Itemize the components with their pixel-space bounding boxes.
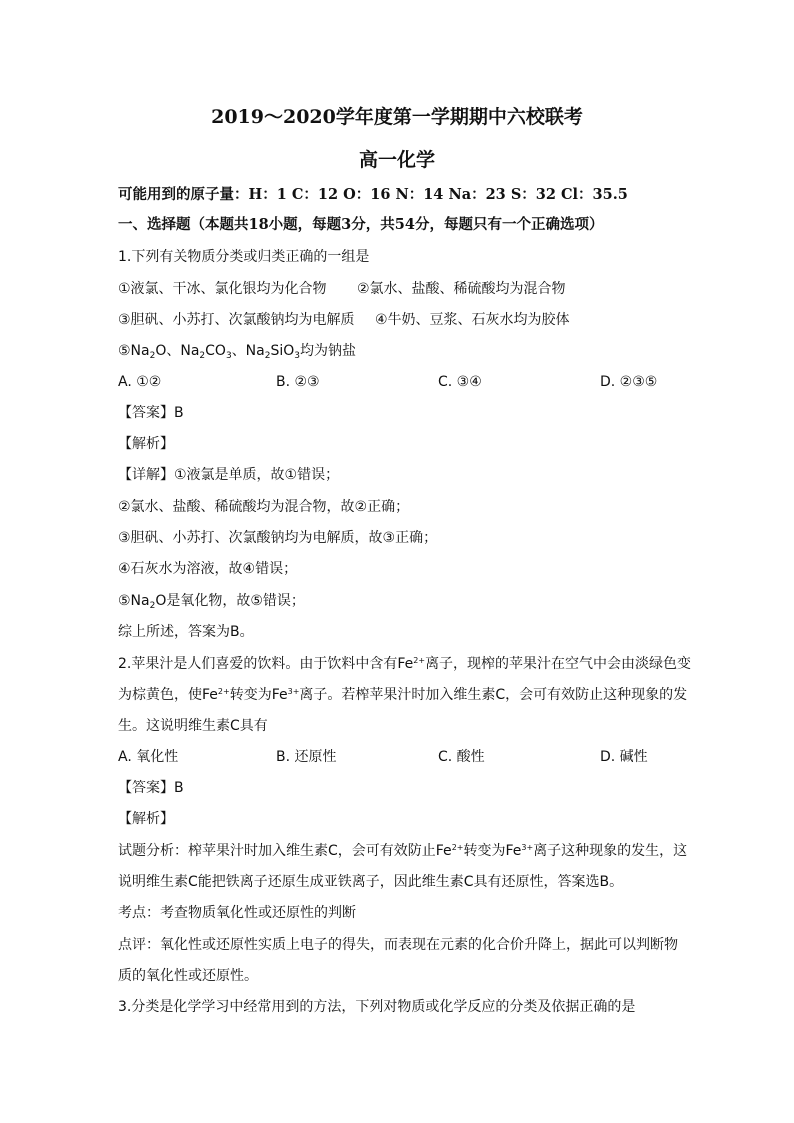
q1-stem: 1.下列有关物质分类或归类正确的一组是 [118,249,370,265]
q1-item4: ④牛奶、豆浆、石灰水均为胶体 [375,312,570,328]
q1-summary: 综上所述，答案为B。 [118,624,254,640]
q2-stem-line-2: 为棕黄色，使$Fe^{2+}$转变为$Fe^{3+}$离子。若榨苹果汁时加入维生素C，会可有效防止这种现象的发 [118,687,688,703]
q1-detail-2: ②氯水、盐酸、稀硫酸均为混合物，故②正确； [118,499,410,515]
q2-comment-line-1: 点评：氧化性或还原性实质上电子的得失，而表现在元素的化合价升降上，据此可以判断物 [118,937,678,953]
q1-option-a: A. ①② [118,374,162,390]
q1-item5: $⑤Na_2O$、$Na_2CO_3$、$Na_2SiO_3$均为钠盐 [118,343,357,361]
q2-stem-line-1: 2.苹果汁是人们喜爱的饮料。由于饮料中含有$Fe^{2+}$离子，现榨的苹果汁在空气中会由淡绿色变 [118,656,692,672]
q1-option-c: C. ③④ [438,374,482,390]
q2-comment-line-2: 质的氧化性或还原性。 [118,968,258,984]
q2-option-a: A. 氧化性 [118,749,179,765]
q2-option-b: B. 还原性 [276,749,337,765]
q1-option-d: D. ②③⑤ [600,374,658,390]
q2-answer: 【答案】B [118,780,184,796]
q2-stem-line-3: 生。这说明维生素C具有 [118,718,268,734]
q2-analysis-line-2: 说明维生素C能把铁离子还原生成亚铁离子，因此维生素C具有还原性，答案选B。 [118,874,624,890]
q2-analysis-label: 【解析】 [118,811,174,827]
q2-option-d: D. 碱性 [600,749,648,765]
q1-analysis-label: 【解析】 [118,436,174,452]
q1-detail-4: ④石灰水为溶液，故④错误； [118,561,298,577]
q1-detail-1: 【详解】①液氯是单质，故①错误； [118,467,340,483]
q2-analysis-line-1: 试题分析：榨苹果汁时加入维生素C，会可有效防止$Fe^{2+}$转变为$Fe^{3+}$离子这种现象的发生，这 [118,843,688,859]
q1-detail-5: $⑤Na_2O$是氧化物，故⑤错误； [118,593,305,611]
q2-knowledge-point: 考点：考查物质氧化性或还原性的判断 [118,905,356,921]
q1-option-b: B. ②③ [276,374,320,390]
q1-item1: ①液氯、干冰、氯化银均为化合物 [118,281,327,297]
q2-option-c: C. 酸性 [438,749,485,765]
q1-item2: ②氯水、盐酸、稀硫酸均为混合物 [357,281,566,297]
q3-stem: 3.分类是化学学习中经常用到的方法，下列对物质或化学反应的分类及依据正确的是 [118,999,636,1015]
page-title: 2019～2020学年度第一学期期中六校联考 [211,106,583,128]
q1-detail-3: ③胆矾、小苏打、次氯酸钠均为电解质，故③正确； [118,530,438,546]
q1-item3: ③胆矾、小苏打、次氯酸钠均为电解质 [118,312,355,328]
q1-answer: 【答案】B [118,405,184,421]
atomic-masses: 可能用到的原子量：H：1 C：12 O：16 N：14 Na：23 S：32 Cl：35.5 [118,186,628,203]
page-subtitle: 高一化学 [358,149,435,171]
section-heading: 一、选择题（本题共18小题，每题3分，共54分，每题只有一个正确选项） [118,216,604,233]
